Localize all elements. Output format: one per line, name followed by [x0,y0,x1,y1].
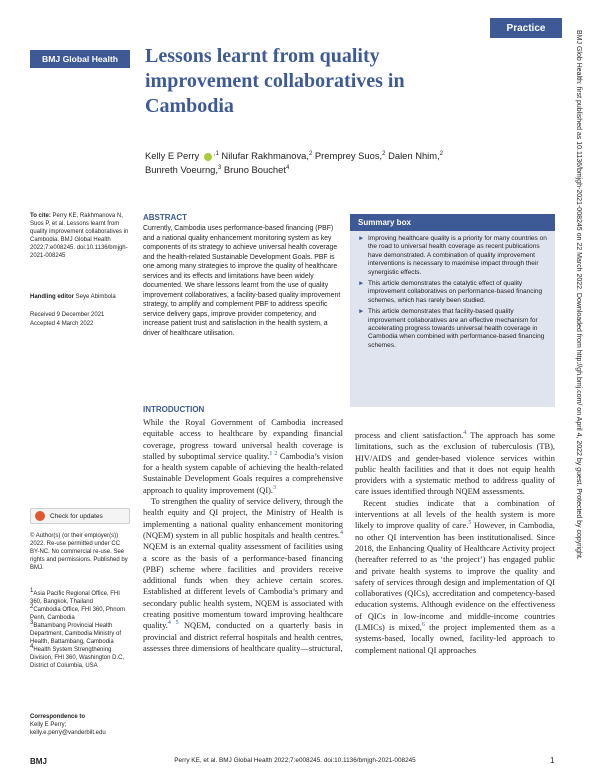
correspondence [30,713,130,737]
summary-item: ► Improving healthcare quality is a priority for many countries on the road to universal health coverage as recent publications have demonstrated. A combination of quality improvement interventions is necessary to maximise impact through their synergistic effects. [358,235,547,276]
article-title: Lessons learnt from quality improvement collaboratives in Cambodia [145,45,405,117]
summary-item: ► This article demonstrates that facility-based quality improvement collaboratives are an effective mechanism for accelerating progress towards universal health coverage in Cambodia when combined with performance-based financing schemes. [358,308,545,349]
triangle-bullet-icon: ► [358,280,365,288]
abstract-text: Currently, Cambodia uses performance-based financing (PBF) and a national quality enhancement monitoring system as key components of its strategy to achieve universal health coverage and the health-related Sustainable Development Goals. PBF is one among many strategies to improve the quality of healthcare services and its effects and limitations have been widely documented. We share lessons learnt from the use of quality improvement collaboratives, a facility-based quality improvement strategy, to amplify and complement PBF to address specific service delivery gaps, improve provider competency, and increase patient trust and satisfaction in the health system, a driver of healthcare utilisation. [143,225,341,337]
correspondence-label: Correspondence to [30,714,86,720]
paragraph: To strengthen the quality of service delivery, through the health equity and QI project, the Ministry of Health is implementing a national quality enhancement monitoring (NQEM) system in all public hospitals and health centres.$^4$ NQEM is an external quality assessment of facilities using a score as the basis of a performance-based financing (PBF) scheme where facilities and providers receive additional funds when they achieve certain scores. Established at different levels of Cambodia’s primary and secondary public health system, NQEM is associated with creating positive momentum toward improving healthcare quality.$^{4 5}$ NQEM, conducted on a quarterly basis in provincial and district referral hospitals and health centres, assesses three dimensions of healthcare quality—structural, [143,497,344,653]
crossmark-icon [35,511,45,521]
paragraph: While the Royal Government of Cambodia increased equitable access to healthcare by expanding financial coverage, progress toward universal health coverage is stalled by suboptimal service quality.$^{1 2}$ Cambodia’s vision for a health system capable of achieving the health-related Sustainable Development Goals requires a comprehensive approach to quality improvement (QI).$^3$ [143,418,344,495]
author-name[interactable]: Premprey Suos, [312,150,383,161]
author-affiliation: 2 [382,150,386,157]
affiliation-item: $^1$Asia Pacific Regional Office, FHI 360, Bangkok, Thailand [30,588,120,605]
author-name[interactable]: Nilufar Rakhmanova, [218,150,309,161]
abstract-heading: ABSTRACT [143,213,187,222]
affiliation-item: $^2$Cambodia Office, FHI 360, Phnom Penh, Cambodia [30,604,125,621]
reference-link[interactable]: 3 [273,484,277,491]
reference-link[interactable]: 4 5 [167,620,179,627]
publisher-logo: BMJ [30,757,47,766]
introduction-heading: INTRODUCTION [143,405,205,414]
copyright-notice: © Author(s) (or their employer(s)) 2022. Re-use permitted under CC BY-NC. No commercial re-use. See rights and permissions. Published by BMJ. [30,533,128,571]
body-column-2 [355,430,555,656]
author-name[interactable]: Kelly E Perry [145,150,200,161]
reference-link[interactable]: 1 2 [269,451,278,458]
reference-link[interactable]: 4 [463,430,467,437]
summary-box [350,214,555,407]
author-affiliation: 2 [439,150,444,157]
editor-label: Handling editor [30,294,74,300]
journal-badge: BMJ Global Health [30,50,130,68]
summary-item: ► This article demonstrates the catalytic effect of quality improvement collaboratives on performance-based financing schemes, which has rarely been studied. [358,280,543,304]
affiliation-item: $^4$Health System Strengthening Division, FHI 360, Washington D.C, District of Columbia, USA [30,644,125,669]
triangle-bullet-icon: ► [358,308,365,316]
correspondence-name: Kelly E Perry; [30,722,67,728]
author-affiliation: ,1 [213,150,219,157]
summary-list [358,235,549,350]
cite-label: To cite: [30,213,51,219]
affiliations [30,590,130,670]
margin-provenance-note: BMJ Glob Health: first published as 10.1136/bmjgh-2021-008245 on 22 March 2022. Downloaded from http://gh.bmj.com/ on April 4, 2022 by guest. Protected by copyright. [575,30,582,560]
reference-link[interactable]: 6 [421,622,425,629]
author-affiliation: 2 [308,150,313,157]
check-for-updates-button[interactable] [30,508,130,524]
author-name[interactable]: Bruno Bouchet [221,164,286,175]
cite-block [30,212,130,260]
accepted-date: Accepted 4 March 2022 [30,321,94,327]
affiliation-item: $^3$Battambang Provincial Health Department, Cambodia Ministry of Health, Battambang, Cambodia [30,620,122,645]
cite-text: Perry KE, Rakhmanova N, Suos P, et al. Lessons learnt from quality improvement collaboratives in Cambodia. BMJ Global Health 2022;7:e008245. doi:10.1136/bmjgh-2021-008245 [30,213,129,259]
reference-link[interactable]: 4 [340,530,343,537]
check-updates-label: Check for updates [50,512,103,520]
section-tab: Practice [490,18,562,38]
author-name[interactable]: Bunreth Voeurng, [145,164,218,175]
reference-link[interactable]: 5 [468,520,472,527]
page-number: 1 [550,756,555,765]
paragraph: process and client satisfaction.$^4$ The approach has some limitations, such as the exclusion of tuberculosis (TB), HIV/AIDS and gender-based violence services within public health facilities and that it does not equip health providers with a systematic method to address quality of care issues identified through NQEM assessments. [355,430,555,497]
orcid-icon[interactable] [204,153,212,161]
author-list [145,149,505,177]
received-date: Received 9 December 2021 [30,312,105,318]
author-affiliation: 4 [285,164,290,171]
summary-box-heading: Summary box [350,214,555,231]
editor-name: Seye Abimbola [74,294,116,300]
handling-editor [30,293,130,301]
footer-citation: Perry KE, et al. BMJ Global Health 2022;7:e008245. doi:10.1136/bmjgh-2021-008245 [174,757,416,764]
triangle-bullet-icon: ► [358,235,365,242]
body-column-1 [143,417,343,654]
author-name[interactable]: Dalen Nhim, [385,150,440,161]
correspondence-email[interactable]: kelly.e.perry@vanderbilt.edu [30,730,106,736]
paragraph: Recent studies indicate that a combination of interventions at all levels of the health system is more likely to improve quality of care.$^5$ However, in Cambodia, no other QI intervention has been institutionalised. Since 2018, the Enhancing Quality of Healthcare Activity project (hereafter referred to as ‘the project’) has engaged public and private health systems to improve the quality and safety of services through design and implementation of QI collaboratives (QICs), accreditation and competency-based education systems. Although evidence on the effectiveness of QICs in low-income and middle-income countries (LMICs) is mixed,$^6$ the project implemented them as a systems-based, locally owned, facility-led approach to complement national QI approaches [355,498,556,655]
author-affiliation: 3 [217,164,222,171]
